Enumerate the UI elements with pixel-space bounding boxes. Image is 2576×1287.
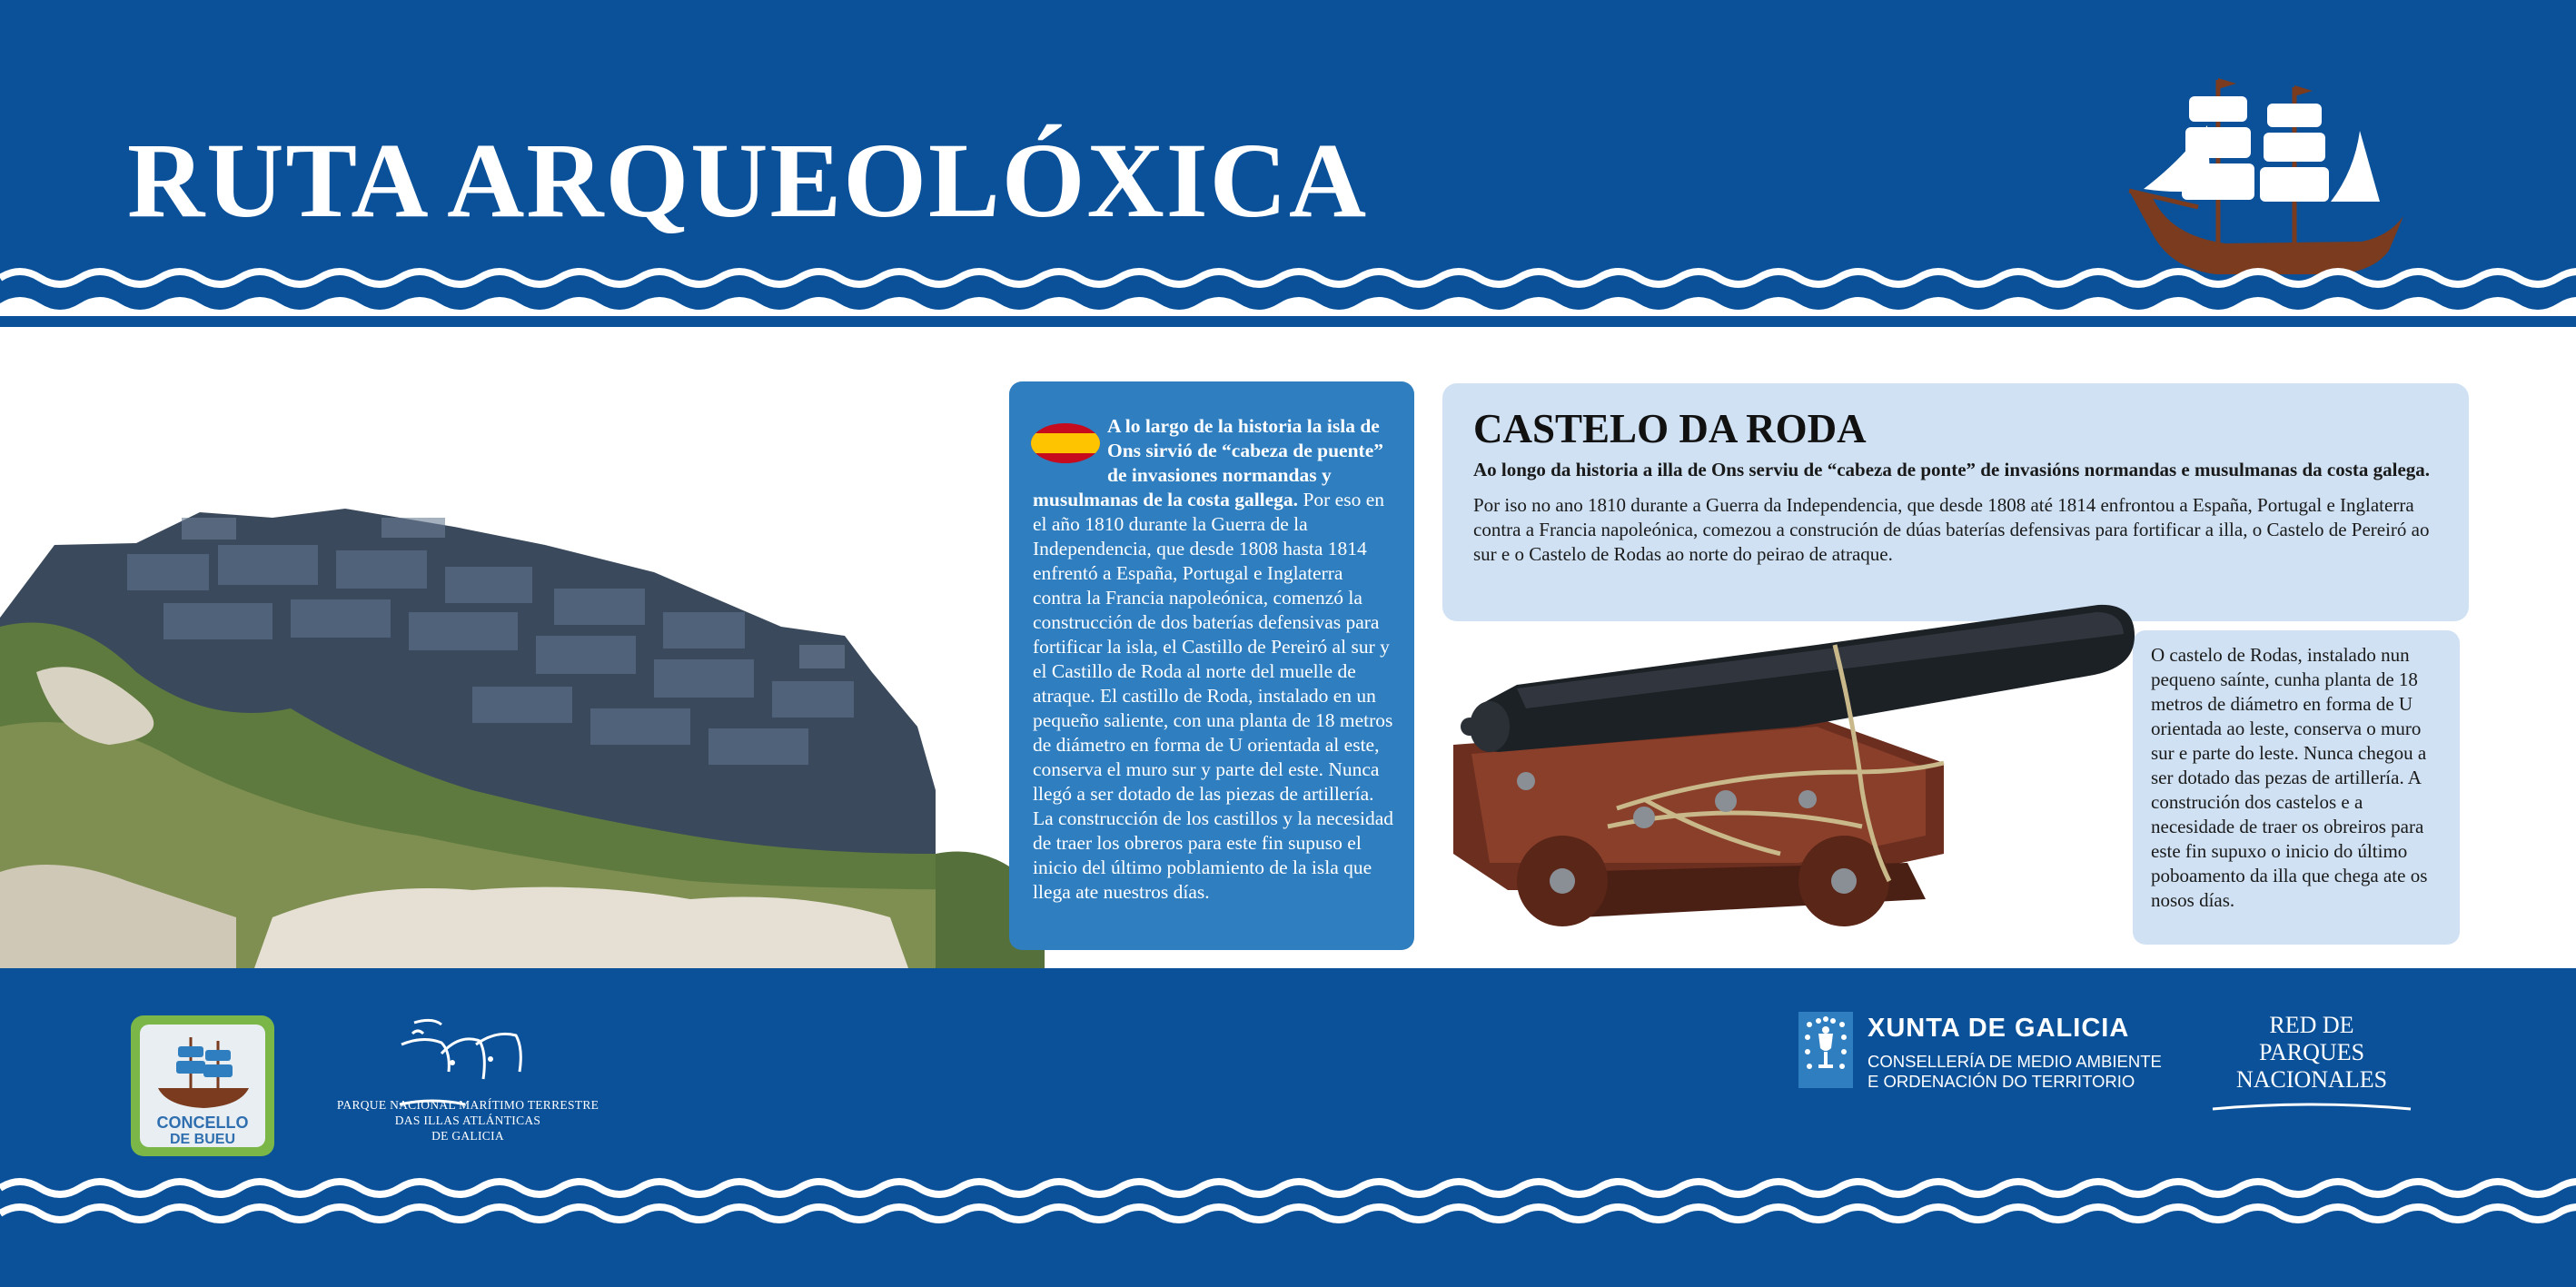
red-parques-nacionales-logo [2198, 1012, 2425, 1112]
galician-body-text: Por iso no ano 1810 durante a Guerra da Independencia, que desde 1808 até 1814 enfrontou a España, Portugal e Inglaterra contra a Francia napoleónica, comezou a construción de dúas baterías defensivas para fortificar a illa, o Castelo de Pereiró ao sur e o Castelo de Rodas ao norte do peirao de atraque. [1473, 493, 2430, 565]
red-parques-line-2: PARQUES NACIONALES [2235, 1039, 2388, 1093]
red-parques-underline [2207, 1100, 2416, 1114]
sailing-ship-logo [2116, 71, 2416, 289]
xunta-emblem-icon [1798, 1012, 1853, 1088]
parque-line-2: DAS ILLAS ATLÁNTICAS [394, 1114, 541, 1127]
xunta-subtitle-2: E ORDENACIÓN DO TERRITORIO [1868, 1072, 2135, 1091]
concello-de-bueu-logo [131, 1015, 274, 1156]
castle-ruins-illustration [0, 490, 1045, 968]
xunta-de-galicia-logo [1798, 1012, 2180, 1094]
wave-divider-bottom [0, 1172, 2576, 1226]
page-title: RUTA ARQUEOLÓXICA [127, 121, 1369, 240]
parque-nacional-logo [336, 1008, 599, 1153]
parque-line-3: DE GALICIA [431, 1129, 504, 1143]
parque-nacional-emblem [396, 1008, 532, 1094]
parque-underline [396, 1097, 469, 1108]
section-title: CASTELO DA RODA [1473, 406, 1867, 451]
wave-divider-top [0, 262, 2576, 316]
parque-line-1: PARQUE NACIONAL MARÍTIMO TERRESTRE [336, 1098, 599, 1112]
spanish-flag-icon [1029, 421, 1102, 465]
concello-logo-text-2: DE BUEU [169, 1132, 236, 1147]
galician-text-panel [1442, 383, 2469, 621]
parque-nacional-text [336, 1097, 599, 1143]
spanish-text-panel [1009, 381, 1414, 950]
xunta-subtitle [1868, 1052, 2162, 1092]
red-parques-line-1: RED DE [2269, 1012, 2354, 1038]
xunta-title: XUNTA DE GALICIA [1868, 1014, 2130, 1043]
xunta-subtitle-1: CONSELLERÍA DE MEDIO AMBIENTE [1868, 1052, 2162, 1071]
galician-body-text-2: O castelo de Rodas, instalado nun pequeno saínte, cunha planta de 18 metros de diámetro en forma de U orientada ao leste, conserva o muro sur e parte do leste. Nunca chegou a ser dotado das pezas de artillería. A construción dos castelos e a necesidade de traer os obreiros para este fin supuxo o inicio do último poboamento da illa que chega ate os nosos días. [2151, 644, 2428, 911]
spanish-body-text: Por eso en el año 1810 durante la Guerra de la Independencia, que desde 1808 hasta 1814 enfrentó a España, Portugal e Inglaterra contra la Francia napoleónica, comenzó la construcción de dos baterías defensivas para fortificar la isla, el Castillo de Pereiró al sur y el Castillo de Roda al norte del muelle de atraque. El castillo de Roda, instalado en un pequeño saliente, con una planta de 18 metros de diámetro en forma de U orientada al este, conserva el muro sur y parte del este. Nunca llegó a ser dotado de las piezas de artillería. La construcción de los castillos y la necesidad de traer los obreros para este fin supuso el inicio del último poblamiento de la isla que llega ate nuestros días. [1033, 489, 1394, 903]
galician-lead-text: Ao longo da historia a illa de Ons serviu de “cabeza de ponte” de invasións normandas e musulmanas da costa galega. [1473, 458, 2431, 480]
spanish-lead-text: A lo largo de la historia la isla de Ons sirvió de “cabeza de puente” de invasiones normandas y musulmanas de la costa gallega. [1033, 415, 1383, 510]
galician-text-panel-2 [2133, 630, 2460, 945]
concello-logo-text-1: CONCELLO [156, 1114, 249, 1132]
cannon-illustration [1435, 590, 2144, 954]
